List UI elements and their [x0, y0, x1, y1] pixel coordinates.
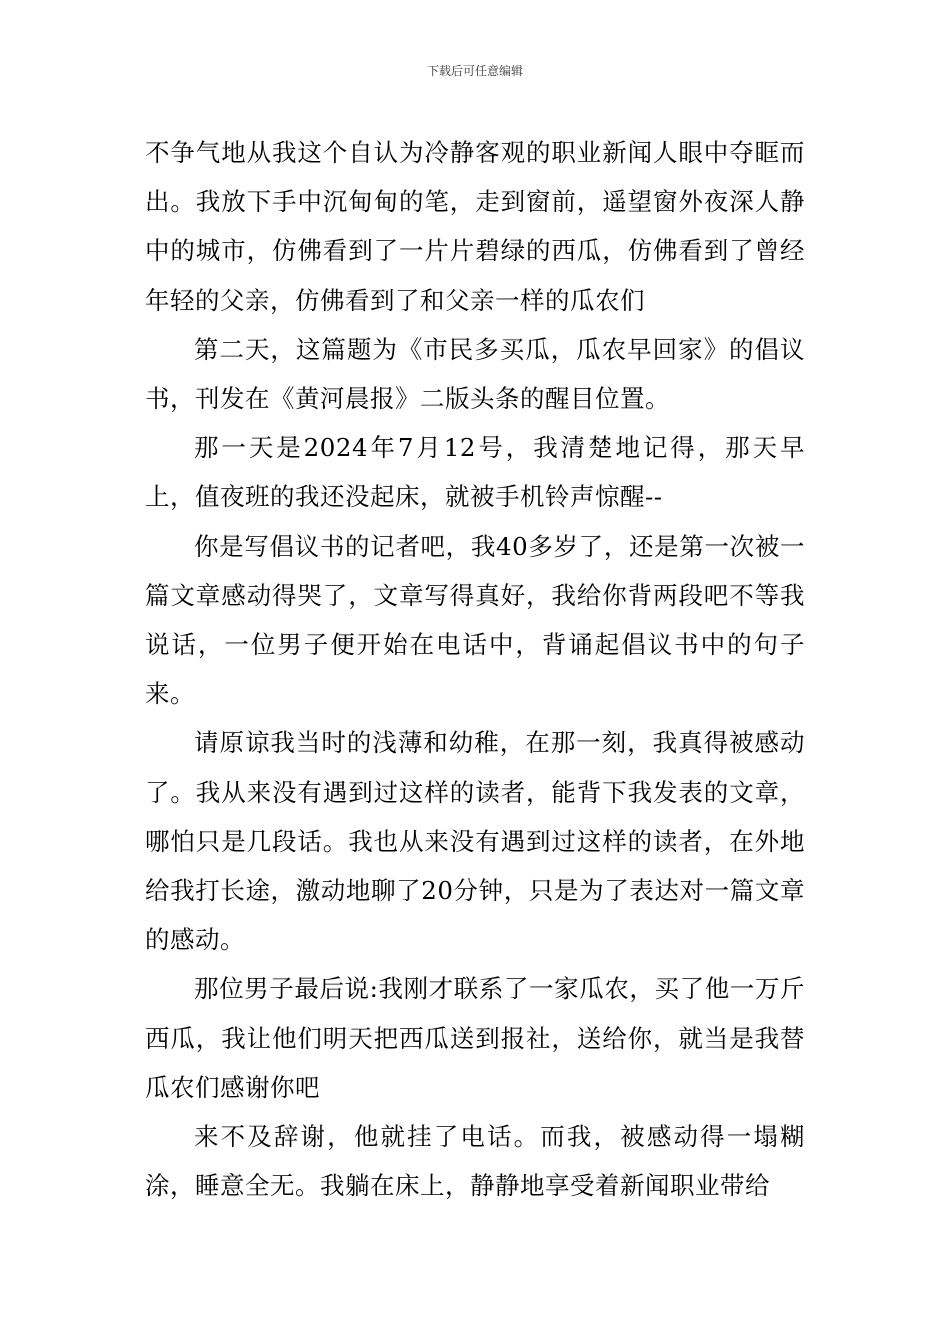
- page-header: 下载后可任意编辑: [426, 64, 523, 78]
- paragraph: 请原谅我当时的浅薄和幼稚，在那一刻，我真得被感动了。我从来没有遇到过这样的读者，能背下我发表的文章，哪怕只是几段话。我也从来没有遇到过这样的读者，在外地给我打长途，激动地聊了20分钟，只是为了表达对一篇文章的感动。: [145, 728, 805, 955]
- paragraph: 那一天是2024年7月12号，我清楚地记得，那天早上，值夜班的我还没起床，就被手机铃声惊醒--: [145, 433, 805, 512]
- paragraph: 那位男子最后说:我刚才联系了一家瓜农，买了他一万斤西瓜，我让他们明天把西瓜送到报社，送给你，就当是我替瓜农们感谢你吧: [145, 974, 805, 1102]
- paragraph: 你是写倡议书的记者吧，我40多岁了，还是第一次被一篇文章感动得哭了，文章写得真好，我给你背两段吧不等我说话，一位男子便开始在电话中，背诵起倡议书中的句子来。: [145, 531, 805, 709]
- paragraph-continuation: 不争气地从我这个自认为冷静客观的职业新闻人眼中夺眶而出。我放下手中沉甸甸的笔，走到窗前，遥望窗外夜深人静中的城市，仿佛看到了一片片碧绿的西瓜，仿佛看到了曾经年轻的父亲，仿佛看到了和父亲一样的瓜农们: [145, 138, 805, 315]
- paragraph: 来不及辞谢，他就挂了电话。而我，被感动得一塌糊涂，睡意全无。我躺在床上，静静地享受着新闻职业带给: [145, 1122, 805, 1201]
- paragraph: 第二天，这篇题为《市民多买瓜，瓜农早回家》的倡议书，刊发在《黄河晨报》二版头条的醒目位置。: [145, 334, 805, 414]
- document-body: [145, 128, 805, 1210]
